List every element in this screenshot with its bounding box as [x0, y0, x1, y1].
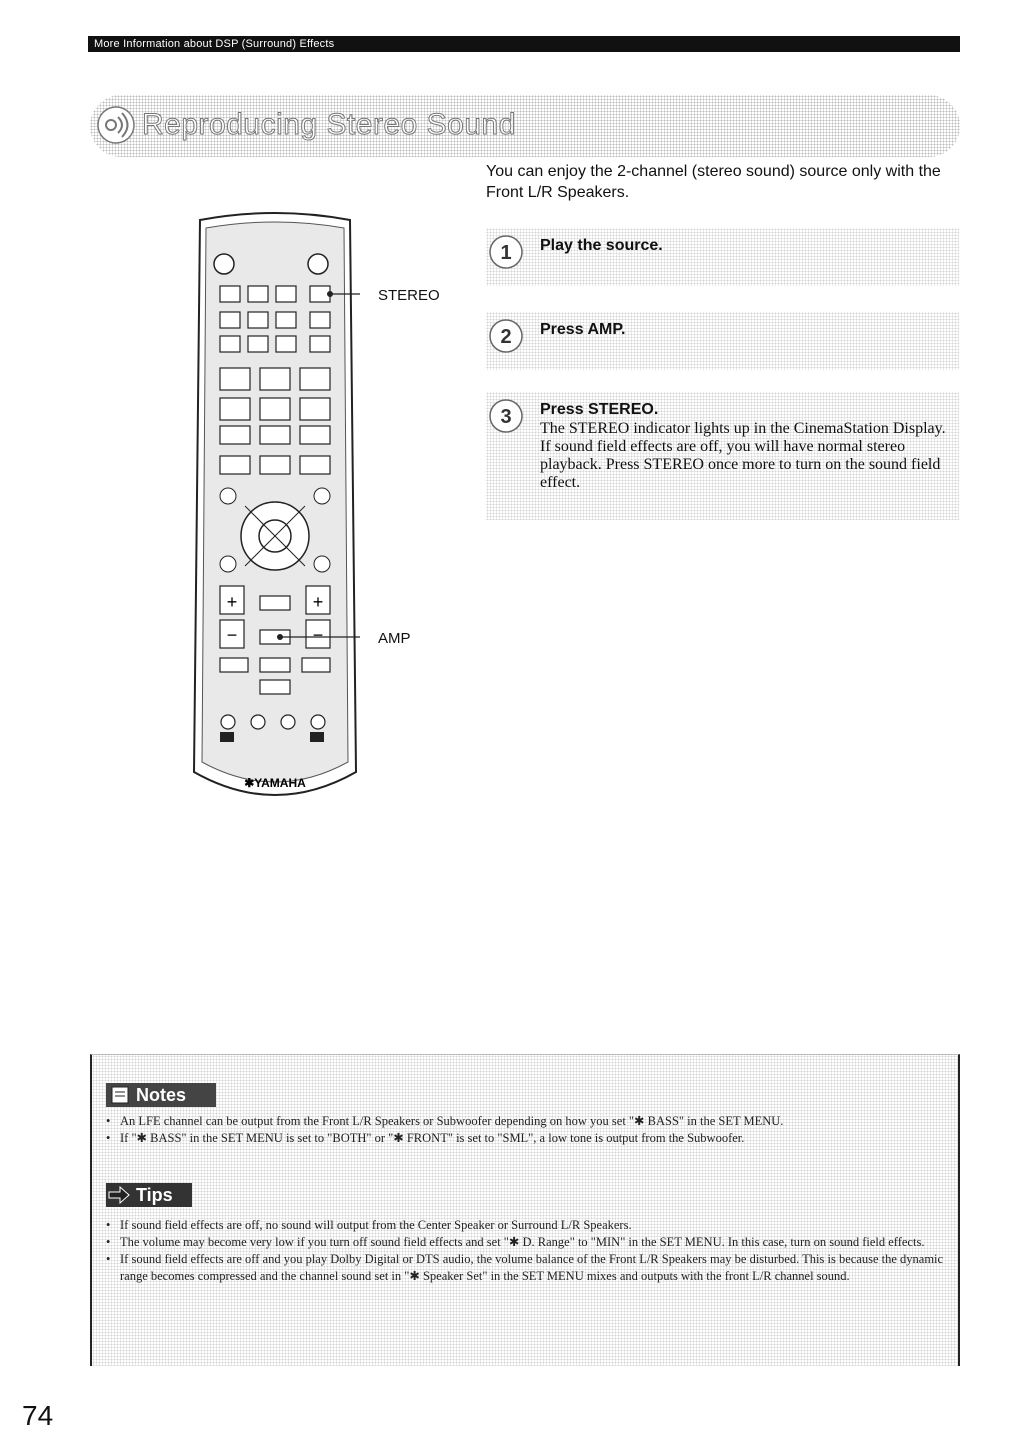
step-2-icon: [488, 318, 524, 354]
step-title: Press STEREO.: [540, 401, 659, 418]
list-item: • If sound field effects are off and you play Dolby Digital or DTS audio, the volume balance of the Front L/R Speakers may be disturbed. This is because the dynamic range becomes compressed and the channel sound set in "✱ Speaker Set" in the SET MENU mixes and outputs with the front L/R channel sound.: [104, 1251, 944, 1285]
svg-text:−: −: [312, 625, 324, 645]
power-tv-button: [308, 254, 328, 274]
step-body-line: The STEREO indicator lights up in the CinemaStation Display.: [540, 420, 946, 437]
page-number: 74: [22, 1400, 54, 1431]
remote-brand-logo: ✱YAMAHA: [244, 776, 306, 790]
note-icon: [110, 1085, 130, 1105]
list-item: • If sound field effects are off, no sound will output from the Center Speaker or Surround L/R Speakers.: [104, 1217, 944, 1234]
svg-text:3: 3: [500, 406, 512, 428]
svg-text:1: 1: [500, 242, 512, 264]
tips-heading: [106, 1183, 192, 1207]
step-body-line: If sound field effects are off, you will have normal stereo playback. Press STEREO once more to turn on the sound field effect.: [540, 438, 941, 491]
power-avr-button: [214, 254, 234, 274]
arrow-right-icon: [108, 1186, 130, 1204]
step-3-icon: [488, 398, 524, 434]
svg-text:2: 2: [500, 326, 512, 348]
step-1: [486, 228, 959, 286]
list-item: • The volume may become very low if you turn off sound field effects and set "✱ D. Range" to "MIN" in the SET MENU. In this case, turn on sound field effects.: [104, 1234, 944, 1251]
amp-callout-label: AMP: [378, 630, 411, 647]
stereo-callout-label: STEREO: [378, 287, 440, 304]
svg-text:−: −: [226, 625, 238, 645]
input-button-1: [220, 286, 240, 302]
notes-heading-text: Notes: [136, 1085, 187, 1105]
tips-list: [104, 1217, 944, 1285]
notes-tips-box: [90, 1054, 960, 1366]
svg-text:+: +: [312, 592, 324, 612]
page-title: Reproducing Stereo Sound: [142, 108, 516, 141]
step-1-icon: [488, 234, 524, 270]
step-title: Play the source.: [540, 237, 663, 254]
list-item: • If "✱ BASS" in the SET MENU is set to "BOTH" or "✱ FRONT" is set to "SML", a low tone is output from the Subwoofer.: [104, 1130, 944, 1147]
list-item: • An LFE channel can be output from the Front L/R Speakers or Subwoofer depending on how you set "✱ BASS" in the SET MENU.: [104, 1113, 944, 1130]
intro-text: You can enjoy the 2-channel (stereo sound) source only with the Front L/R Speakers.: [486, 163, 941, 201]
input-button-3: [276, 286, 296, 302]
step-2: [486, 312, 959, 370]
title-banner: [90, 95, 960, 157]
step-3: [486, 392, 959, 520]
tips-heading-text: Tips: [136, 1185, 173, 1205]
notes-heading: [106, 1083, 216, 1107]
section-header: More Information about DSP (Surround) Effects: [88, 36, 960, 52]
input-button-2: [248, 286, 268, 302]
speaker-sound-icon: [96, 105, 136, 145]
svg-text:+: +: [226, 592, 238, 612]
remote-control-illustration: [190, 212, 360, 808]
step-body: [540, 420, 959, 492]
notes-list: [104, 1113, 944, 1147]
step-title: Press AMP.: [540, 321, 626, 338]
